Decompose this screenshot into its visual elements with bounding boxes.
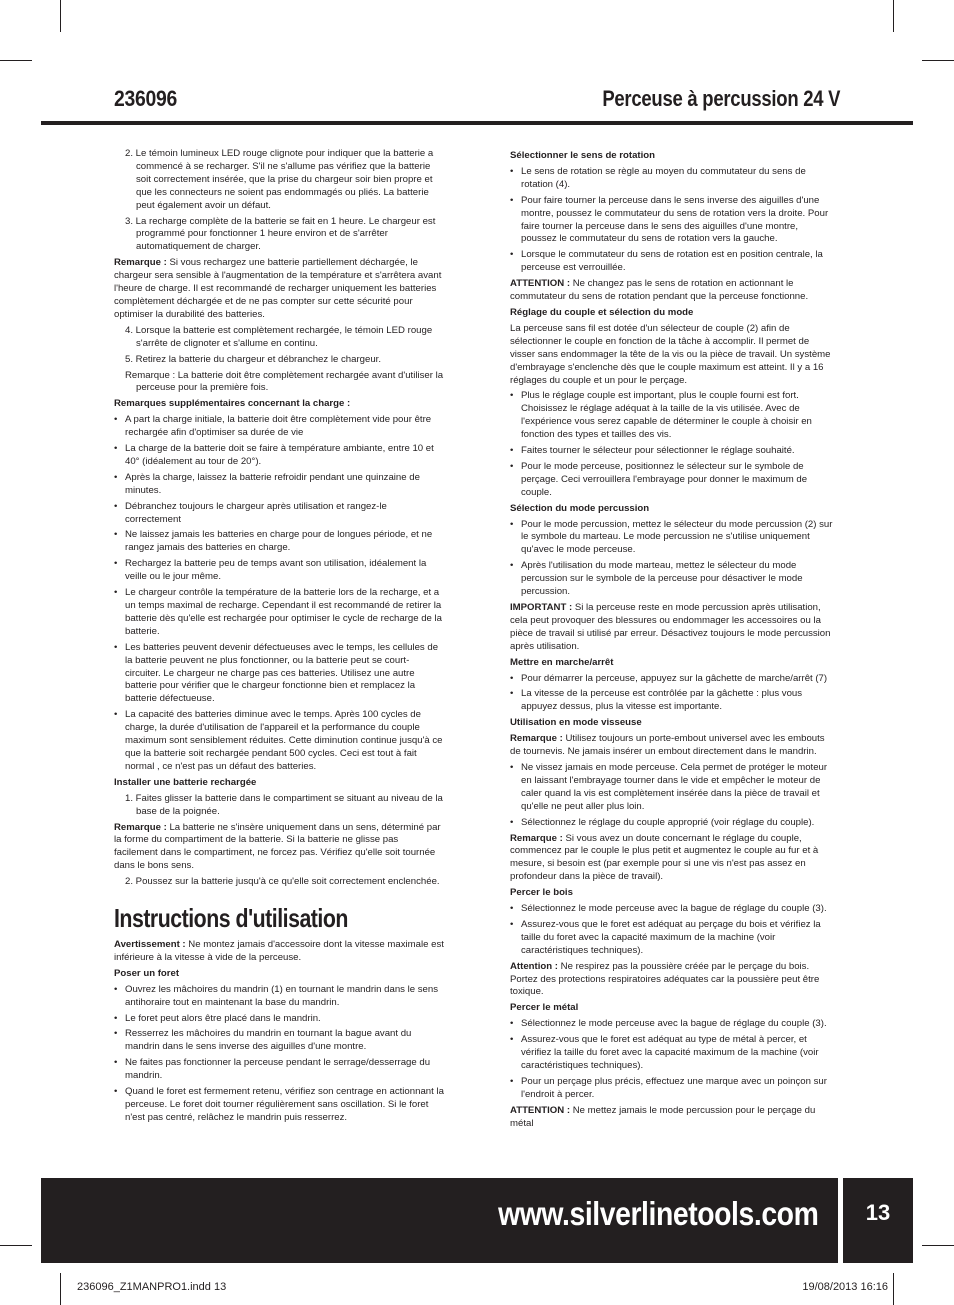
note-bit-holder <box>510 733 836 759</box>
note-label: Remarque : <box>510 733 563 745</box>
heading-percussion: Sélection du mode percussion <box>510 502 650 514</box>
bullet-icon: • <box>510 816 514 828</box>
list-item: • Assurez-vous que le foret est adéquat au perçage du bois et vérifiez la taille du foret avec la capacité maximum de la machine (voir caractéristiques techniques). <box>510 918 821 956</box>
step-3: 3. La recharge complète de la batterie se fait en 1 heure. Le chargeur est programmé pour fonctionner 1 heure environ et de s'arrêter automatiquement de charger. <box>125 215 436 253</box>
heading-bois: Percer le bois <box>510 887 573 899</box>
product-code: 236096 <box>114 86 178 111</box>
list-item: • Pour le mode percussion, mettez le sélecteur du mode percussion (2) sur le symbole du marteau. Le mode percussion ne s'utilise uniquement qu'avec le mode perceuse. <box>510 518 833 556</box>
bullet-icon: • <box>114 529 118 541</box>
bullet-icon: • <box>114 414 118 426</box>
attention-rotation <box>510 278 836 304</box>
list-item: • Débranchez toujours le chargeur après utilisation et rangez-le correctement <box>114 500 387 525</box>
list-item: • Pour démarrer la perceuse, appuyez sur la gâchette de marche/arrêt (7) <box>510 672 828 684</box>
list-item: • Ne laissez jamais les batteries en charge pour de longues période, et ne rangez jamais des batteries en charge. <box>114 529 433 554</box>
bullet-icon: • <box>510 1034 514 1046</box>
list-item: • Pour faire tourner la perceuse dans le sens inverse des aiguilles d'une montre, poussez le commutateur du sens de rotation vers la droite. Pour faire tourner la perceuse dans le sens des aiguilles d'une montre, poussez le commutateur du sens de rotation vers la gauche. <box>510 194 829 245</box>
install-step-1: 1. Faites glisser la batterie dans le compartiment se situant au niveau de la base de la poignée. <box>125 792 443 817</box>
note-partial-charge <box>114 257 444 322</box>
slug-date: 19/08/2013 16:16 <box>802 1281 888 1293</box>
list-item: • Le chargeur contrôle la température de la batterie lors de la recharge, et a un temps maximal de recharge. Cependant il est recommandé de retirer la batterie dès qu'elle est rechargée pour optimiser le cycle de recharge de la batterie. <box>114 587 443 637</box>
attention-label: Attention : <box>510 960 558 972</box>
note-label: Remarque : <box>510 832 563 844</box>
bullet-icon: • <box>510 672 514 684</box>
note-text: Si vous rechargez une batterie partiellement déchargée, le chargeur sera sensible à l'augmentation de la température et s'arrêtera avant l'heure de charge. Il est recommandé de recharger uniquement les batteries complètement déchargée et de ne pas compter sur cette sécurité pour optimiser la durabilité des batteries. <box>114 257 442 320</box>
note-label: Remarque : <box>114 257 167 269</box>
bullet-icon: • <box>510 460 514 472</box>
list-item: • Le sens de rotation se règle au moyen du commutateur du sens de rotation (4). <box>510 165 806 190</box>
bullet-icon: • <box>510 761 514 773</box>
section-title-instructions: Instructions d'utilisation <box>114 903 348 934</box>
step-2: 2. Le témoin lumineux LED rouge clignote pour indiquer que la batterie a commencé à se recharger. S'il ne s'allume pas vérifiez que la batterie soit correctement insérée, que la prise du chargeur soir bien propre et que les connecteurs ne soient pas endommagés ou pliés. La batterie peut également avoir un défaut. <box>125 148 434 211</box>
bullet-icon: • <box>114 983 118 995</box>
website-link[interactable]: www.silverlinetools.com <box>497 1195 818 1232</box>
attention-text: Ne changez pas le sens de rotation en actionnant le commutateur du sens de rotation pendant que la perceuse fonctionne. <box>510 278 809 303</box>
crop-mark <box>922 1245 954 1246</box>
note-label: Remarque : <box>114 821 167 833</box>
bullet-icon: • <box>114 471 118 483</box>
crop-mark <box>893 0 894 32</box>
bullet-icon: • <box>510 390 514 402</box>
bullet-icon: • <box>510 165 514 177</box>
bois-list <box>510 903 836 958</box>
warning-text: Ne montez jamais d'accessoire dont la vitesse maximale est inférieure à la vitesse à vide de la perceuse. <box>114 939 444 963</box>
bullet-icon: • <box>114 709 118 721</box>
bullet-icon: • <box>510 688 514 700</box>
bullet-icon: • <box>510 194 514 206</box>
poser-list <box>114 984 444 1125</box>
attention-metal <box>510 1105 836 1131</box>
important-text: Si la perceuse reste en mode percussion après utilisation, cela peut provoquer des blessures ou endommager les accessoires ou la pièce de travail si utilisé par erreur. Désactivez toujours le mode percussion après utilisation. <box>510 602 831 652</box>
list-item: • Après l'utilisation du mode marteau, mettez le sélecteur du mode percussion sur le symbole de la perceuse pour désactiver le mode percussion. <box>510 560 803 598</box>
bullet-icon: • <box>510 903 514 915</box>
crop-mark <box>60 1273 61 1305</box>
heading-poser: Poser un foret <box>114 967 180 979</box>
list-item: • Les batteries peuvent devenir défectueuses avec le temps, les cellules de la batterie peuvent ne plus fonctionner, ou la batterie peut se court-circuiter. Le chargeur ne charge pas ces batteries. Utilisez une autre batterie pour vérifier que le chargeur fonctionne bien et remplacez la batterie défectueuse. <box>114 641 439 705</box>
list-item: • Ne vissez jamais en mode perceuse. Cela permet de protéger le moteur en laissant l'embrayage tourner dans le vide et empêcher le moteur de caler quand la vis est complètement insérée dans la pièce de travail et qu'elle ne peut aller plus loin. <box>510 761 828 812</box>
warning-label: Avertissement : <box>114 939 186 951</box>
list-item: • Lorsque le commutateur du sens de rotation est en position centrale, la perceuse est verrouillée. <box>510 249 823 274</box>
list-item: • Faites tourner le sélecteur pour sélectionner le réglage souhaité. <box>510 445 795 457</box>
step-5: 5. Retirez la batterie du chargeur et débranchez le chargeur. <box>125 353 381 365</box>
bullet-icon: • <box>114 443 118 455</box>
visseuse-list <box>510 762 836 830</box>
attention-label: ATTENTION : <box>510 1104 571 1116</box>
crop-mark <box>0 1245 32 1246</box>
right-column <box>510 148 836 1134</box>
important-label: IMPORTANT : <box>510 602 573 613</box>
note-text: La batterie ne s'insère uniquement dans un sens, déterminé par la forme du compartiment de la batterie. Si la batterie ne glisse pas facilement dans le compartiment, ne forcez pas. Vérifiez qu'elle soit tournée dans le bons sens. <box>114 821 441 872</box>
metal-list <box>510 1018 836 1101</box>
list-item: • Le foret peut alors être placé dans le mandrin. <box>114 1012 321 1024</box>
left-column <box>114 148 444 1128</box>
important-percussion <box>510 602 836 654</box>
marche-list <box>510 673 836 715</box>
list-item: • Pour le mode perceuse, positionnez le sélecteur sur le symbole de perçage. Ceci verrouillera l'embrayage pour donner le maximum de couple. <box>510 460 808 498</box>
list-item: • Pour un perçage plus précis, effectuez une marque avec un poinçon sur l'endroit à percer. <box>510 1075 827 1100</box>
bullet-icon: • <box>114 641 118 653</box>
attention-label: ATTENTION : <box>510 278 571 290</box>
list-item: • Sélectionnez le mode perceuse avec la bague de réglage du couple (3). <box>510 903 827 915</box>
remarques-list <box>114 414 444 774</box>
warning-accessory <box>114 939 444 965</box>
list-item: • Resserrez les mâchoires du mandrin en tournant la bague avant du mandrin dans le sens inverse des aiguilles d'une montre. <box>114 1028 412 1053</box>
list-item: • Après la charge, laissez la batterie refroidir pendant une quinzaine de minutes. <box>114 471 420 496</box>
slug-filename: 236096_Z1MANPRO1.indd 13 <box>77 1281 227 1293</box>
list-item: • Ne faites pas fonctionner la perceuse pendant le serrage/desserrage du mandrin. <box>114 1057 431 1082</box>
bullet-icon: • <box>114 1086 118 1098</box>
heading-visseuse: Utilisation en mode visseuse <box>510 717 642 729</box>
page-title: Perceuse à percussion 24 V <box>602 86 840 111</box>
crop-mark <box>922 60 954 61</box>
list-item: • La capacité des batteries diminue avec le temps. Après 100 cycles de charge, la durée d'utilisation de l'appareil et la performance du couple maximum sont sensiblement réduites. Cette diminution continue jusqu'à ce que la batterie soit rechargée pendant 500 cycles. Ceci est tout à fait normal , ce n'est pas un défaut des batteries. <box>114 709 443 772</box>
heading-installer: Installer une batterie rechargée <box>114 776 257 788</box>
list-item: • Quand le foret est fermement retenu, vérifiez son centrage en actionnant la perceuse. Le foret doit tourner régulièrement sans oscillation. Si le foret n'est pas centré, relâchez le mandrin puis resserrez. <box>114 1086 444 1123</box>
bullet-icon: • <box>114 1012 118 1024</box>
header-rule <box>41 121 913 125</box>
note-orientation <box>114 822 444 874</box>
attention-text: Ne mettez jamais le mode percussion pour le perçage du métal <box>510 1104 816 1129</box>
bullet-icon: • <box>510 1075 514 1087</box>
attention-dust <box>510 961 836 1000</box>
bullet-icon: • <box>114 558 118 570</box>
list-item: • Assurez-vous que le foret est adéquat au type de métal à percer, et vérifiez la taille du foret avec la capacité maximum de la machine (voir caractéristiques techniques). <box>510 1034 819 1071</box>
crop-mark <box>893 1273 894 1305</box>
bullet-icon: • <box>510 249 514 261</box>
step-4: 4. Lorsque la batterie est complètement rechargée, le témoin LED rouge s'arrête de clignoter et s'allume en continu. <box>125 324 433 349</box>
list-item: • Sélectionnez le réglage du couple approprié (voir réglage du couple). <box>510 816 815 828</box>
bullet-icon: • <box>510 918 514 930</box>
percussion-list <box>510 519 836 599</box>
list-item: • Sélectionnez le mode perceuse avec la bague de réglage du couple (3). <box>510 1018 827 1030</box>
page-number-box <box>843 1178 913 1263</box>
couple-list <box>510 390 836 499</box>
footer-bar <box>41 1178 838 1263</box>
bullet-icon: • <box>114 500 118 512</box>
list-item: • La vitesse de la perceuse est contrôlée par la gâchette : plus vous appuyez dessus, plus la vitesse est importante. <box>510 688 803 713</box>
bullet-icon: • <box>510 518 514 530</box>
sens-list <box>510 166 836 275</box>
bullet-icon: • <box>114 587 118 599</box>
list-item: • Plus le réglage couple est important, plus le couple fourni est fort. Choisissez le réglage adéquat à la taille de la vis utilisée. Avec de l'expérience vous serez capable de déterminer le couple à choisir en fonction des types et tailles des vis. <box>510 390 812 441</box>
bullet-icon: • <box>114 1057 118 1069</box>
crop-mark <box>0 60 32 61</box>
install-step-2: 2. Poussez sur la batterie jusqu'à ce qu'elle soit correctement enclenchée. <box>125 876 440 888</box>
heading-metal: Percer le métal <box>510 1002 579 1014</box>
bullet-icon: • <box>510 560 514 572</box>
couple-intro: La perceuse sans fil est dotée d'un sélecteur de couple (2) afin de sélectionner le couple en fonction de la tâche à accomplir. Il permet de visser sans endommager la tête de la vis ou la pièce de travail. Un système d'embrayage s'enclenche dès que le couple maximum est atteint. Il y a 16 réglages du couple et un pour le perçage. <box>510 322 831 386</box>
list-item: • A part la charge initiale, la batterie doit être complètement vide pour être rechargée afin d'optimiser sa durée de vie <box>114 414 432 439</box>
heading-marche: Mettre en marche/arrêt <box>510 656 614 668</box>
crop-mark <box>60 0 61 32</box>
bullet-icon: • <box>510 445 514 457</box>
note-text: Utilisez toujours un porte-embout universel avec les embouts de tournevis. Ne jamais insérer un embout directement dans le mandrin. <box>510 733 825 758</box>
bullet-icon: • <box>114 1028 118 1040</box>
attention-text: Ne respirez pas la poussière créée par le perçage du bois. Portez des protections respiratoires adéquates car la poussière peut être toxique. <box>510 960 820 998</box>
list-item: • Ouvrez les mâchoires du mandrin (1) en tournant le mandrin dans le sens antihoraire tout en maintenant la base du mandrin. <box>114 983 439 1008</box>
bullet-icon: • <box>510 1018 514 1030</box>
note-text: Si vous avez un doute concernant le réglage du couple, commencez par le couple le plus petit et augmentez le couple au fur et à mesure, si besoin est (par exemple pour si une vis n'est pas assez en profondeur dans la pièce de travail). <box>510 832 819 883</box>
heading-couple: Réglage du couple et sélection du mode <box>510 306 694 318</box>
note-torque <box>510 833 836 885</box>
heading-sens: Sélectionner le sens de rotation <box>510 150 656 161</box>
list-item: • Rechargez la batterie peu de temps avant son utilisation, idéalement la veille ou le jour même. <box>114 558 427 583</box>
page-number: 13 <box>865 1200 891 1225</box>
note-first-use: Remarque : La batterie doit être complètement rechargée avant d'utiliser la perceuse pour la première fois. <box>125 369 444 394</box>
list-item: • La charge de la batterie doit se faire à température ambiante, entre 10 et 40° (idéalement au tour de 20°). <box>114 443 434 467</box>
heading-remarques: Remarques supplémentaires concernant la charge : <box>114 398 351 410</box>
